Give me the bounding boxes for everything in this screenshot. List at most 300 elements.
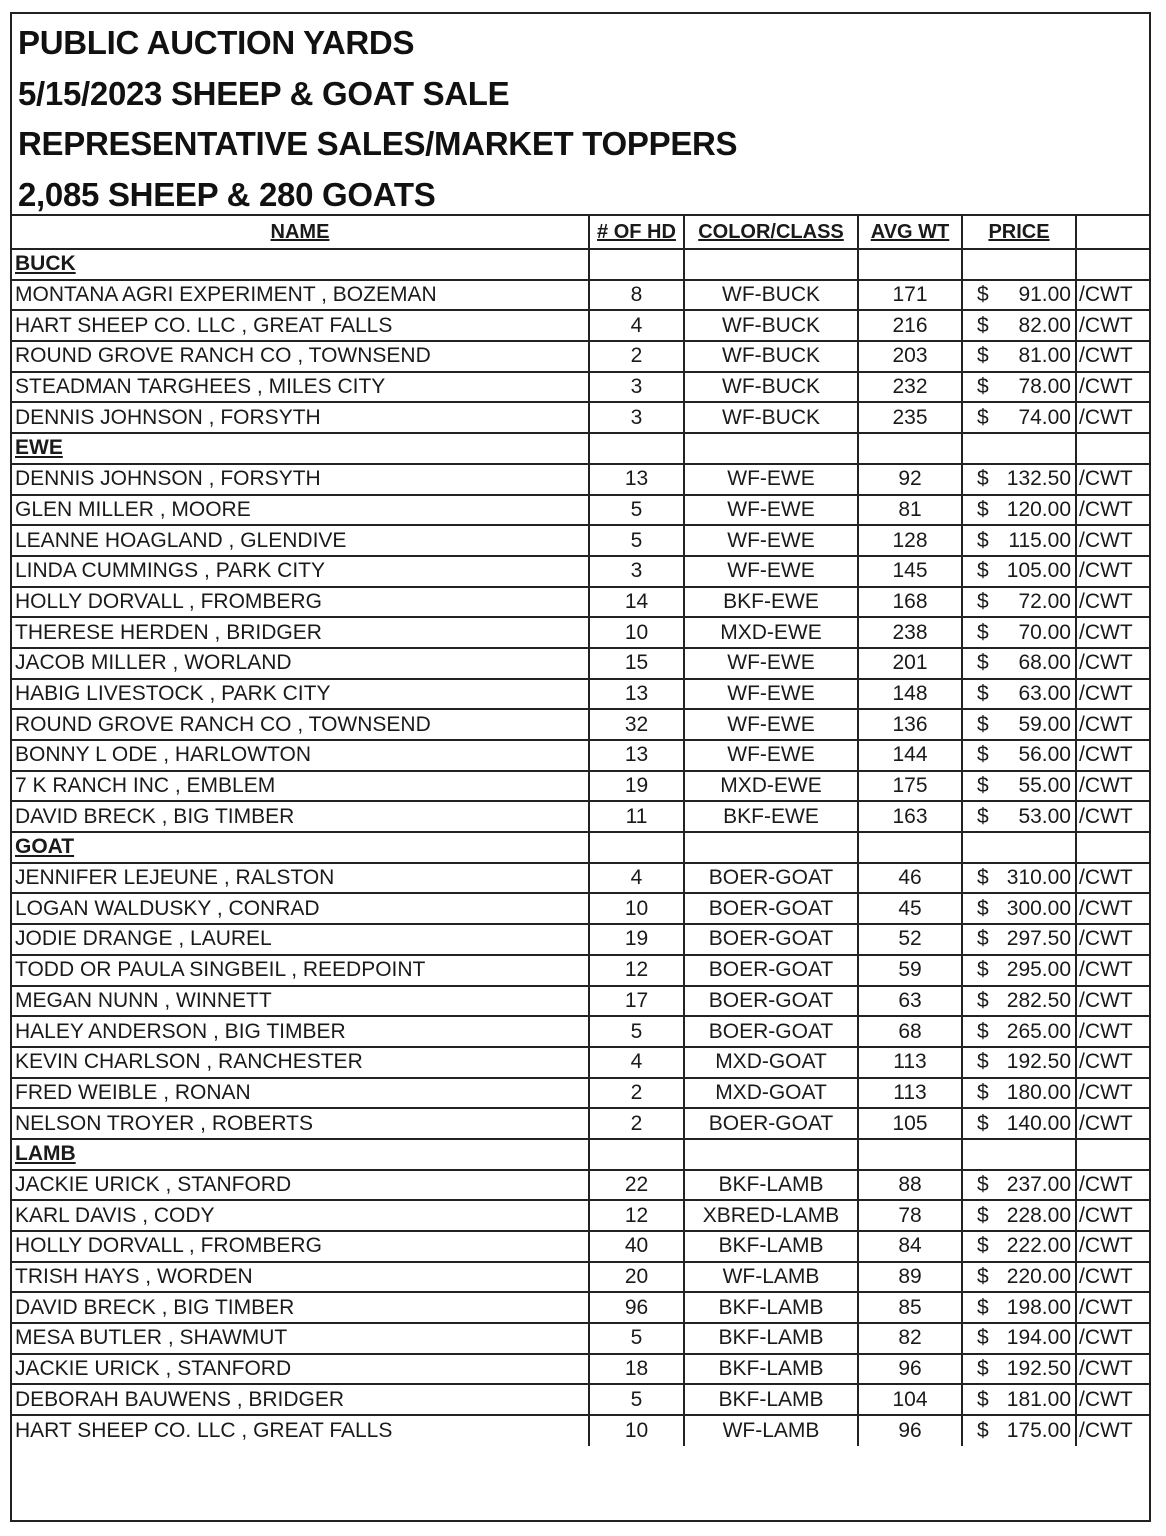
- avg-weight: 82: [858, 1323, 962, 1354]
- column-header-avg-weight: AVG WT: [858, 216, 962, 249]
- avg-weight: 104: [858, 1384, 962, 1415]
- price-value: 282.50: [1006, 988, 1071, 1012]
- currency-symbol: $: [977, 1418, 989, 1442]
- price-value: 198.00: [1006, 1295, 1071, 1319]
- currency-symbol: $: [977, 1387, 989, 1411]
- avg-weight: 216: [858, 310, 962, 341]
- seller-name: DENNIS JOHNSON , FORSYTH: [12, 402, 589, 433]
- seller-name: MEGAN NUNN , WINNETT: [12, 986, 589, 1017]
- seller-name: HART SHEEP CO. LLC , GREAT FALLS: [12, 310, 589, 341]
- sales-table-body: [12, 249, 1149, 1446]
- price-cell: [962, 1384, 1076, 1415]
- price-cell: [962, 986, 1076, 1017]
- currency-symbol: $: [977, 804, 989, 828]
- table-row: [12, 955, 1149, 986]
- table-row: [12, 1108, 1149, 1139]
- currency-symbol: $: [977, 344, 989, 368]
- color-class: BKF-LAMB: [684, 1354, 858, 1385]
- currency-symbol: $: [977, 866, 989, 890]
- avg-weight: 113: [858, 1047, 962, 1078]
- avg-weight: 171: [858, 280, 962, 311]
- seller-name: GLEN MILLER , MOORE: [12, 495, 589, 526]
- price-value: 120.00: [1006, 497, 1071, 521]
- price-value: 140.00: [1006, 1111, 1071, 1135]
- price-cell: [962, 1415, 1076, 1446]
- price-value: 59.00: [1018, 712, 1071, 736]
- table-row: [12, 801, 1149, 832]
- seller-name: LEANNE HOAGLAND , GLENDIVE: [12, 525, 589, 556]
- head-count: 12: [589, 1200, 684, 1231]
- head-count: 5: [589, 525, 684, 556]
- avg-weight: 45: [858, 893, 962, 924]
- price-unit: /CWT: [1076, 372, 1149, 403]
- color-class: WF-EWE: [684, 464, 858, 495]
- price-unit: /CWT: [1076, 587, 1149, 618]
- price-cell: [962, 1170, 1076, 1201]
- price-unit: /CWT: [1076, 1323, 1149, 1354]
- category-label: GOAT: [12, 832, 589, 863]
- price-cell: [962, 893, 1076, 924]
- price-cell: [962, 1200, 1076, 1231]
- table-row: [12, 740, 1149, 771]
- seller-name: HALEY ANDERSON , BIG TIMBER: [12, 1016, 589, 1047]
- price-unit: /CWT: [1076, 402, 1149, 433]
- category-label: EWE: [12, 433, 589, 464]
- color-class: BKF-EWE: [684, 801, 858, 832]
- price-value: 115.00: [1008, 528, 1071, 552]
- head-count: 22: [589, 1170, 684, 1201]
- currency-symbol: $: [977, 375, 989, 399]
- seller-name: TODD OR PAULA SINGBEIL , REEDPOINT: [12, 955, 589, 986]
- price-unit: /CWT: [1076, 863, 1149, 894]
- price-cell: [962, 771, 1076, 802]
- avg-weight: 168: [858, 587, 962, 618]
- table-row: [12, 310, 1149, 341]
- currency-symbol: $: [977, 1265, 989, 1289]
- color-class: BOER-GOAT: [684, 955, 858, 986]
- price-value: 55.00: [1018, 774, 1071, 798]
- price-unit: /CWT: [1076, 1415, 1149, 1446]
- empty-cell: [684, 1139, 858, 1170]
- currency-symbol: $: [977, 1203, 989, 1227]
- table-row: [12, 924, 1149, 955]
- price-cell: [962, 955, 1076, 986]
- head-count: 13: [589, 740, 684, 771]
- currency-symbol: $: [977, 927, 989, 951]
- price-unit: /CWT: [1076, 310, 1149, 341]
- color-class: WF-BUCK: [684, 310, 858, 341]
- price-unit: /CWT: [1076, 341, 1149, 372]
- price-unit: /CWT: [1076, 740, 1149, 771]
- color-class: WF-EWE: [684, 525, 858, 556]
- color-class: BOER-GOAT: [684, 924, 858, 955]
- price-unit: /CWT: [1076, 1262, 1149, 1293]
- price-unit: /CWT: [1076, 1231, 1149, 1262]
- currency-symbol: $: [977, 283, 989, 307]
- head-count: 3: [589, 402, 684, 433]
- table-row: [12, 1231, 1149, 1262]
- head-count: 5: [589, 1323, 684, 1354]
- price-unit: /CWT: [1076, 617, 1149, 648]
- price-value: 81.00: [1018, 344, 1071, 368]
- price-value: 300.00: [1006, 896, 1071, 920]
- head-count: 2: [589, 1108, 684, 1139]
- color-class: WF-BUCK: [684, 341, 858, 372]
- table-row: [12, 1292, 1149, 1323]
- color-class: BOER-GOAT: [684, 893, 858, 924]
- price-unit: /CWT: [1076, 893, 1149, 924]
- avg-weight: 105: [858, 1108, 962, 1139]
- empty-cell: [589, 832, 684, 863]
- color-class: WF-EWE: [684, 648, 858, 679]
- seller-name: DAVID BRECK , BIG TIMBER: [12, 1292, 589, 1323]
- price-unit: /CWT: [1076, 1108, 1149, 1139]
- price-unit: /CWT: [1076, 1292, 1149, 1323]
- seller-name: ROUND GROVE RANCH CO , TOWNSEND: [12, 709, 589, 740]
- price-cell: [962, 679, 1076, 710]
- seller-name: KEVIN CHARLSON , RANCHESTER: [12, 1047, 589, 1078]
- seller-name: DENNIS JOHNSON , FORSYTH: [12, 464, 589, 495]
- currency-symbol: $: [977, 988, 989, 1012]
- price-value: 192.50: [1006, 1357, 1071, 1381]
- price-cell: [962, 464, 1076, 495]
- avg-weight: 89: [858, 1262, 962, 1293]
- avg-weight: 78: [858, 1200, 962, 1231]
- color-class: WF-LAMB: [684, 1415, 858, 1446]
- column-header-unit: [1076, 216, 1149, 249]
- table-row: [12, 679, 1149, 710]
- table-row: [12, 372, 1149, 403]
- price-value: 63.00: [1018, 681, 1071, 705]
- price-value: 180.00: [1006, 1080, 1071, 1104]
- price-cell: [962, 709, 1076, 740]
- price-value: 78.00: [1018, 375, 1071, 399]
- head-count: 18: [589, 1354, 684, 1385]
- empty-cell: [684, 433, 858, 464]
- avg-weight: 175: [858, 771, 962, 802]
- category-row-ewe: [12, 433, 1149, 464]
- avg-weight: 96: [858, 1415, 962, 1446]
- price-cell: [962, 801, 1076, 832]
- avg-weight: 59: [858, 955, 962, 986]
- color-class: BOER-GOAT: [684, 1108, 858, 1139]
- currency-symbol: $: [977, 559, 989, 583]
- currency-symbol: $: [977, 958, 989, 982]
- price-cell: [962, 740, 1076, 771]
- seller-name: TRISH HAYS , WORDEN: [12, 1262, 589, 1293]
- avg-weight: 68: [858, 1016, 962, 1047]
- color-class: WF-EWE: [684, 709, 858, 740]
- table-row: [12, 1016, 1149, 1047]
- table-row: [12, 986, 1149, 1017]
- price-unit: /CWT: [1076, 1047, 1149, 1078]
- seller-name: JENNIFER LEJEUNE , RALSTON: [12, 863, 589, 894]
- head-count: 13: [589, 679, 684, 710]
- color-class: BKF-EWE: [684, 587, 858, 618]
- seller-name: MONTANA AGRI EXPERIMENT , BOZEMAN: [12, 280, 589, 311]
- table-row: [12, 863, 1149, 894]
- avg-weight: 46: [858, 863, 962, 894]
- color-class: WF-LAMB: [684, 1262, 858, 1293]
- avg-weight: 163: [858, 801, 962, 832]
- price-cell: [962, 648, 1076, 679]
- price-value: 228.00: [1006, 1203, 1071, 1227]
- price-unit: /CWT: [1076, 280, 1149, 311]
- currency-symbol: $: [977, 405, 989, 429]
- head-count: 40: [589, 1231, 684, 1262]
- currency-symbol: $: [977, 313, 989, 337]
- color-class: WF-EWE: [684, 495, 858, 526]
- avg-weight: 88: [858, 1170, 962, 1201]
- category-row-lamb: [12, 1139, 1149, 1170]
- price-cell: [962, 924, 1076, 955]
- head-count: 2: [589, 1078, 684, 1109]
- currency-symbol: $: [977, 589, 989, 613]
- seller-name: KARL DAVIS , CODY: [12, 1200, 589, 1231]
- seller-name: JACKIE URICK , STANFORD: [12, 1170, 589, 1201]
- seller-name: FRED WEIBLE , RONAN: [12, 1078, 589, 1109]
- avg-weight: 113: [858, 1078, 962, 1109]
- avg-weight: 238: [858, 617, 962, 648]
- price-value: 220.00: [1006, 1265, 1071, 1289]
- currency-symbol: $: [977, 1111, 989, 1135]
- color-class: WF-BUCK: [684, 402, 858, 433]
- seller-name: ROUND GROVE RANCH CO , TOWNSEND: [12, 341, 589, 372]
- color-class: WF-BUCK: [684, 280, 858, 311]
- color-class: XBRED-LAMB: [684, 1200, 858, 1231]
- empty-cell: [858, 1139, 962, 1170]
- currency-symbol: $: [977, 1080, 989, 1104]
- head-count: 12: [589, 955, 684, 986]
- price-cell: [962, 1323, 1076, 1354]
- price-cell: [962, 1262, 1076, 1293]
- price-cell: [962, 587, 1076, 618]
- color-class: MXD-EWE: [684, 771, 858, 802]
- head-count: 19: [589, 924, 684, 955]
- category-row-buck: [12, 249, 1149, 280]
- seller-name: HOLLY DORVALL , FROMBERG: [12, 587, 589, 618]
- table-row: [12, 1170, 1149, 1201]
- head-count: 17: [589, 986, 684, 1017]
- seller-name: LINDA CUMMINGS , PARK CITY: [12, 556, 589, 587]
- price-value: 297.50: [1006, 927, 1071, 951]
- empty-cell: [589, 433, 684, 464]
- empty-cell: [858, 433, 962, 464]
- price-value: 295.00: [1006, 958, 1071, 982]
- table-row: [12, 495, 1149, 526]
- currency-symbol: $: [977, 467, 989, 491]
- color-class: BKF-LAMB: [684, 1231, 858, 1262]
- currency-symbol: $: [977, 1234, 989, 1258]
- price-cell: [962, 372, 1076, 403]
- color-class: WF-EWE: [684, 556, 858, 587]
- seller-name: JACOB MILLER , WORLAND: [12, 648, 589, 679]
- seller-name: LOGAN WALDUSKY , CONRAD: [12, 893, 589, 924]
- seller-name: HABIG LIVESTOCK , PARK CITY: [12, 679, 589, 710]
- price-unit: /CWT: [1076, 1200, 1149, 1231]
- head-count: 96: [589, 1292, 684, 1323]
- report-title-head-count: 2,085 SHEEP & 280 GOATS: [18, 175, 436, 213]
- avg-weight: 136: [858, 709, 962, 740]
- table-row: [12, 1200, 1149, 1231]
- currency-symbol: $: [977, 497, 989, 521]
- seller-name: MESA BUTLER , SHAWMUT: [12, 1323, 589, 1354]
- currency-symbol: $: [977, 1326, 989, 1350]
- head-count: 5: [589, 1016, 684, 1047]
- sales-report-sheet: [10, 12, 1151, 1522]
- avg-weight: 203: [858, 341, 962, 372]
- empty-cell: [858, 832, 962, 863]
- price-cell: [962, 617, 1076, 648]
- color-class: WF-EWE: [684, 740, 858, 771]
- head-count: 13: [589, 464, 684, 495]
- price-unit: /CWT: [1076, 556, 1149, 587]
- category-label: BUCK: [12, 249, 589, 280]
- column-header-price: PRICE: [962, 216, 1076, 249]
- table-row: [12, 1047, 1149, 1078]
- empty-cell: [1076, 832, 1149, 863]
- avg-weight: 81: [858, 495, 962, 526]
- currency-symbol: $: [977, 528, 989, 552]
- table-row: [12, 402, 1149, 433]
- price-value: 56.00: [1018, 743, 1071, 767]
- price-unit: /CWT: [1076, 1016, 1149, 1047]
- price-unit: /CWT: [1076, 1078, 1149, 1109]
- empty-cell: [589, 1139, 684, 1170]
- price-cell: [962, 280, 1076, 311]
- price-cell: [962, 1016, 1076, 1047]
- seller-name: STEADMAN TARGHEES , MILES CITY: [12, 372, 589, 403]
- avg-weight: 148: [858, 679, 962, 710]
- head-count: 14: [589, 587, 684, 618]
- price-cell: [962, 341, 1076, 372]
- category-label: LAMB: [12, 1139, 589, 1170]
- head-count: 10: [589, 893, 684, 924]
- price-cell: [962, 495, 1076, 526]
- price-unit: /CWT: [1076, 801, 1149, 832]
- table-row: [12, 1384, 1149, 1415]
- price-value: 310.00: [1006, 866, 1071, 890]
- price-cell: [962, 310, 1076, 341]
- column-header-color-class: COLOR/CLASS: [684, 216, 858, 249]
- price-value: 192.50: [1006, 1050, 1071, 1074]
- table-row: [12, 587, 1149, 618]
- avg-weight: 201: [858, 648, 962, 679]
- table-row: [12, 709, 1149, 740]
- seller-name: JACKIE URICK , STANFORD: [12, 1354, 589, 1385]
- currency-symbol: $: [977, 1295, 989, 1319]
- empty-cell: [589, 249, 684, 280]
- table-row: [12, 1354, 1149, 1385]
- price-value: 74.00: [1018, 405, 1071, 429]
- seller-name: 7 K RANCH INC , EMBLEM: [12, 771, 589, 802]
- avg-weight: 144: [858, 740, 962, 771]
- table-row: [12, 1078, 1149, 1109]
- avg-weight: 63: [858, 986, 962, 1017]
- currency-symbol: $: [977, 1172, 989, 1196]
- table-row: [12, 771, 1149, 802]
- column-header-row: [12, 216, 1149, 249]
- seller-name: HOLLY DORVALL , FROMBERG: [12, 1231, 589, 1262]
- color-class: MXD-GOAT: [684, 1047, 858, 1078]
- empty-cell: [684, 249, 858, 280]
- seller-name: BONNY L ODE , HARLOWTON: [12, 740, 589, 771]
- price-unit: /CWT: [1076, 648, 1149, 679]
- column-header-head-count: # OF HD: [589, 216, 684, 249]
- price-value: 222.00: [1006, 1234, 1071, 1258]
- report-title-block: [12, 14, 1149, 216]
- color-class: MXD-EWE: [684, 617, 858, 648]
- table-row: [12, 280, 1149, 311]
- table-row: [12, 617, 1149, 648]
- table-row: [12, 1323, 1149, 1354]
- table-row: [12, 556, 1149, 587]
- price-value: 194.00: [1006, 1326, 1071, 1350]
- table-row: [12, 525, 1149, 556]
- table-row: [12, 464, 1149, 495]
- head-count: 8: [589, 280, 684, 311]
- head-count: 2: [589, 341, 684, 372]
- currency-symbol: $: [977, 620, 989, 644]
- currency-symbol: $: [977, 651, 989, 675]
- avg-weight: 84: [858, 1231, 962, 1262]
- head-count: 5: [589, 495, 684, 526]
- category-row-goat: [12, 832, 1149, 863]
- color-class: BKF-LAMB: [684, 1292, 858, 1323]
- empty-cell: [1076, 433, 1149, 464]
- price-unit: /CWT: [1076, 924, 1149, 955]
- currency-symbol: $: [977, 1050, 989, 1074]
- head-count: 11: [589, 801, 684, 832]
- avg-weight: 85: [858, 1292, 962, 1323]
- head-count: 10: [589, 617, 684, 648]
- price-unit: /CWT: [1076, 1354, 1149, 1385]
- price-value: 53.00: [1018, 804, 1071, 828]
- price-value: 72.00: [1018, 589, 1071, 613]
- price-unit: /CWT: [1076, 709, 1149, 740]
- seller-name: DEBORAH BAUWENS , BRIDGER: [12, 1384, 589, 1415]
- avg-weight: 96: [858, 1354, 962, 1385]
- color-class: BOER-GOAT: [684, 1016, 858, 1047]
- report-title-sale-date: 5/15/2023 SHEEP & GOAT SALE: [18, 74, 510, 112]
- color-class: WF-EWE: [684, 679, 858, 710]
- color-class: BOER-GOAT: [684, 863, 858, 894]
- price-cell: [962, 863, 1076, 894]
- head-count: 5: [589, 1384, 684, 1415]
- price-value: 91.00: [1018, 283, 1071, 307]
- head-count: 15: [589, 648, 684, 679]
- price-cell: [962, 1078, 1076, 1109]
- color-class: BKF-LAMB: [684, 1323, 858, 1354]
- avg-weight: 232: [858, 372, 962, 403]
- seller-name: HART SHEEP CO. LLC , GREAT FALLS: [12, 1415, 589, 1446]
- sales-table: [12, 216, 1149, 1446]
- avg-weight: 235: [858, 402, 962, 433]
- empty-cell: [962, 1139, 1076, 1170]
- report-title-subtitle: REPRESENTATIVE SALES/MARKET TOPPERS: [18, 125, 738, 162]
- price-value: 105.00: [1006, 559, 1071, 583]
- price-unit: /CWT: [1076, 986, 1149, 1017]
- currency-symbol: $: [977, 1019, 989, 1043]
- currency-symbol: $: [977, 681, 989, 705]
- seller-name: JODIE DRANGE , LAUREL: [12, 924, 589, 955]
- head-count: 4: [589, 310, 684, 341]
- price-unit: /CWT: [1076, 679, 1149, 710]
- head-count: 4: [589, 863, 684, 894]
- price-unit: /CWT: [1076, 464, 1149, 495]
- empty-cell: [684, 832, 858, 863]
- price-cell: [962, 525, 1076, 556]
